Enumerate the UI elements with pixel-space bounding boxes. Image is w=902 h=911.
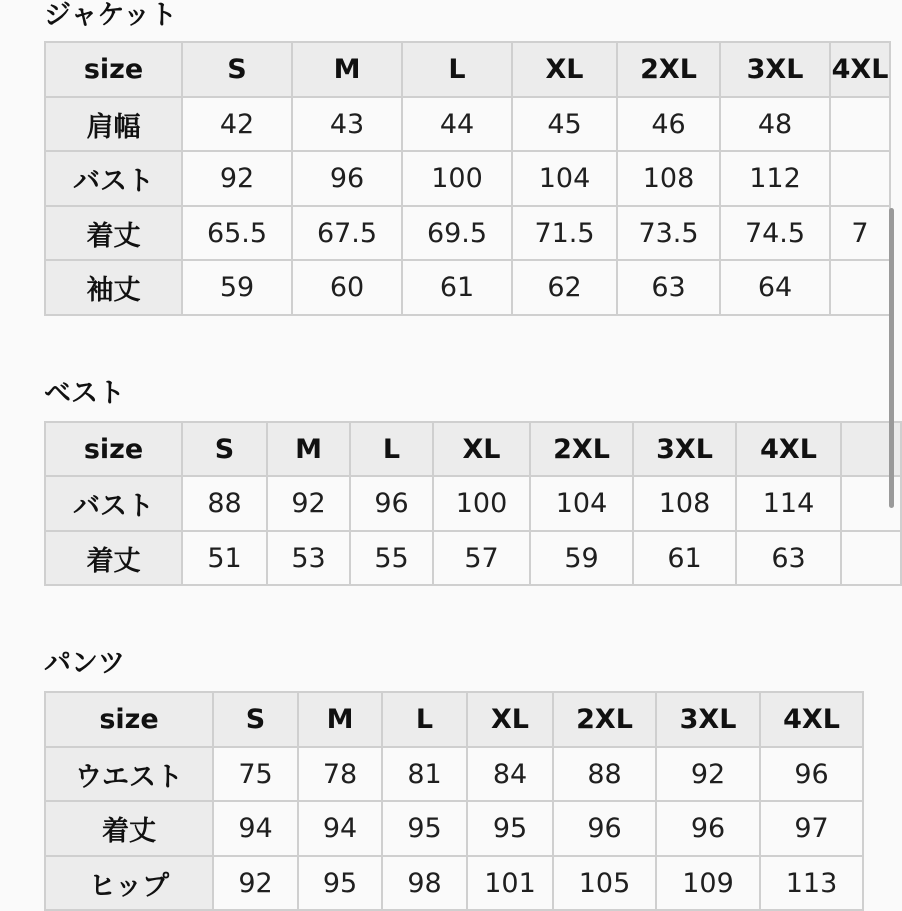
size-column-header: 3XL — [720, 42, 830, 97]
row-label: 着丈 — [45, 531, 182, 585]
size-column-header: 2XL — [617, 42, 720, 97]
measurement-cell: 95 — [382, 801, 467, 856]
size-column-header: 4XL — [830, 42, 890, 97]
measurement-cell: 84 — [467, 747, 553, 801]
size-column-header: S — [182, 422, 267, 476]
size-column-header: L — [402, 42, 512, 97]
measurement-cell: 61 — [402, 260, 512, 315]
jacket-title: ジャケット — [44, 0, 178, 31]
page-scrollbar[interactable] — [889, 208, 894, 508]
measurement-cell: 62 — [512, 260, 617, 315]
table-row — [45, 531, 901, 585]
measurement-cell: 57 — [433, 531, 530, 585]
measurement-cell: 96 — [350, 476, 433, 531]
table-row — [45, 206, 890, 260]
measurement-cell: 42 — [182, 97, 292, 151]
row-label: 袖丈 — [45, 260, 182, 315]
size-header-cell: size — [45, 42, 182, 97]
measurement-cell: 63 — [736, 531, 841, 585]
size-column-header: 2XL — [553, 692, 656, 747]
measurement-cell: 59 — [182, 260, 292, 315]
jacket-table-wrapper[interactable] — [44, 41, 889, 316]
measurement-cell: 43 — [292, 97, 402, 151]
measurement-cell: 81 — [382, 747, 467, 801]
measurement-cell: 53 — [267, 531, 350, 585]
size-column-header: S — [213, 692, 298, 747]
measurement-cell: 92 — [267, 476, 350, 531]
size-column-header: M — [292, 42, 402, 97]
measurement-cell: 105 — [553, 856, 656, 910]
measurement-cell — [841, 531, 901, 585]
measurement-cell: 96 — [292, 151, 402, 206]
measurement-cell: 100 — [402, 151, 512, 206]
size-column-header: M — [267, 422, 350, 476]
measurement-cell: 59 — [530, 531, 633, 585]
jacket-size-table — [44, 41, 891, 316]
measurement-cell: 96 — [553, 801, 656, 856]
table-row — [45, 476, 901, 531]
size-column-header: 3XL — [656, 692, 760, 747]
table-row — [45, 747, 863, 801]
measurement-cell: 63 — [617, 260, 720, 315]
vest-size-table — [44, 421, 902, 586]
measurement-cell: 108 — [633, 476, 736, 531]
measurement-cell: 78 — [298, 747, 382, 801]
size-column-header: S — [182, 42, 292, 97]
size-column-header: XL — [512, 42, 617, 97]
measurement-cell: 7 — [830, 206, 890, 260]
size-column-header: M — [298, 692, 382, 747]
measurement-cell — [830, 97, 890, 151]
measurement-cell: 104 — [530, 476, 633, 531]
size-column-header: XL — [433, 422, 530, 476]
measurement-cell — [830, 151, 890, 206]
measurement-cell: 113 — [760, 856, 863, 910]
size-column-header: 2XL — [530, 422, 633, 476]
measurement-cell: 73.5 — [617, 206, 720, 260]
size-column-header: 4XL — [736, 422, 841, 476]
row-label: ウエスト — [45, 747, 213, 801]
measurement-cell: 45 — [512, 97, 617, 151]
row-label: バスト — [45, 151, 182, 206]
measurement-cell: 104 — [512, 151, 617, 206]
pants-header-row — [45, 692, 863, 747]
measurement-cell: 92 — [656, 747, 760, 801]
measurement-cell: 112 — [720, 151, 830, 206]
table-row — [45, 856, 863, 910]
measurement-cell: 92 — [182, 151, 292, 206]
measurement-cell: 75 — [213, 747, 298, 801]
vest-header-row — [45, 422, 901, 476]
size-column-header: XL — [467, 692, 553, 747]
measurement-cell: 71.5 — [512, 206, 617, 260]
row-label: 着丈 — [45, 801, 213, 856]
pants-title: パンツ — [44, 648, 125, 679]
vest-table-wrapper[interactable] — [44, 421, 855, 586]
measurement-cell: 44 — [402, 97, 512, 151]
measurement-cell: 97 — [760, 801, 863, 856]
measurement-cell: 98 — [382, 856, 467, 910]
measurement-cell: 96 — [656, 801, 760, 856]
size-column-header: 4XL — [760, 692, 863, 747]
size-header-cell: size — [45, 692, 213, 747]
row-label: 着丈 — [45, 206, 182, 260]
measurement-cell — [830, 260, 890, 315]
table-row — [45, 260, 890, 315]
measurement-cell: 95 — [298, 856, 382, 910]
measurement-cell: 100 — [433, 476, 530, 531]
table-row — [45, 801, 863, 856]
measurement-cell: 96 — [760, 747, 863, 801]
measurement-cell: 51 — [182, 531, 267, 585]
measurement-cell: 61 — [633, 531, 736, 585]
pants-size-table — [44, 691, 864, 911]
measurement-cell: 108 — [617, 151, 720, 206]
table-row — [45, 151, 890, 206]
size-column-header: L — [382, 692, 467, 747]
measurement-cell: 109 — [656, 856, 760, 910]
measurement-cell: 69.5 — [402, 206, 512, 260]
measurement-cell: 65.5 — [182, 206, 292, 260]
measurement-cell: 88 — [182, 476, 267, 531]
measurement-cell: 94 — [213, 801, 298, 856]
pants-table-wrapper[interactable] — [44, 691, 855, 911]
measurement-cell: 114 — [736, 476, 841, 531]
row-label: バスト — [45, 476, 182, 531]
jacket-header-row — [45, 42, 890, 97]
size-column-header: 3XL — [633, 422, 736, 476]
row-label: 肩幅 — [45, 97, 182, 151]
measurement-cell: 95 — [467, 801, 553, 856]
table-row — [45, 97, 890, 151]
measurement-cell: 92 — [213, 856, 298, 910]
size-column-header: L — [350, 422, 433, 476]
measurement-cell: 55 — [350, 531, 433, 585]
measurement-cell: 48 — [720, 97, 830, 151]
size-header-cell: size — [45, 422, 182, 476]
measurement-cell: 67.5 — [292, 206, 402, 260]
measurement-cell: 46 — [617, 97, 720, 151]
vest-title: ベスト — [44, 378, 125, 409]
measurement-cell: 88 — [553, 747, 656, 801]
measurement-cell: 60 — [292, 260, 402, 315]
row-label: ヒップ — [45, 856, 213, 910]
measurement-cell: 94 — [298, 801, 382, 856]
measurement-cell: 101 — [467, 856, 553, 910]
measurement-cell: 74.5 — [720, 206, 830, 260]
measurement-cell: 64 — [720, 260, 830, 315]
